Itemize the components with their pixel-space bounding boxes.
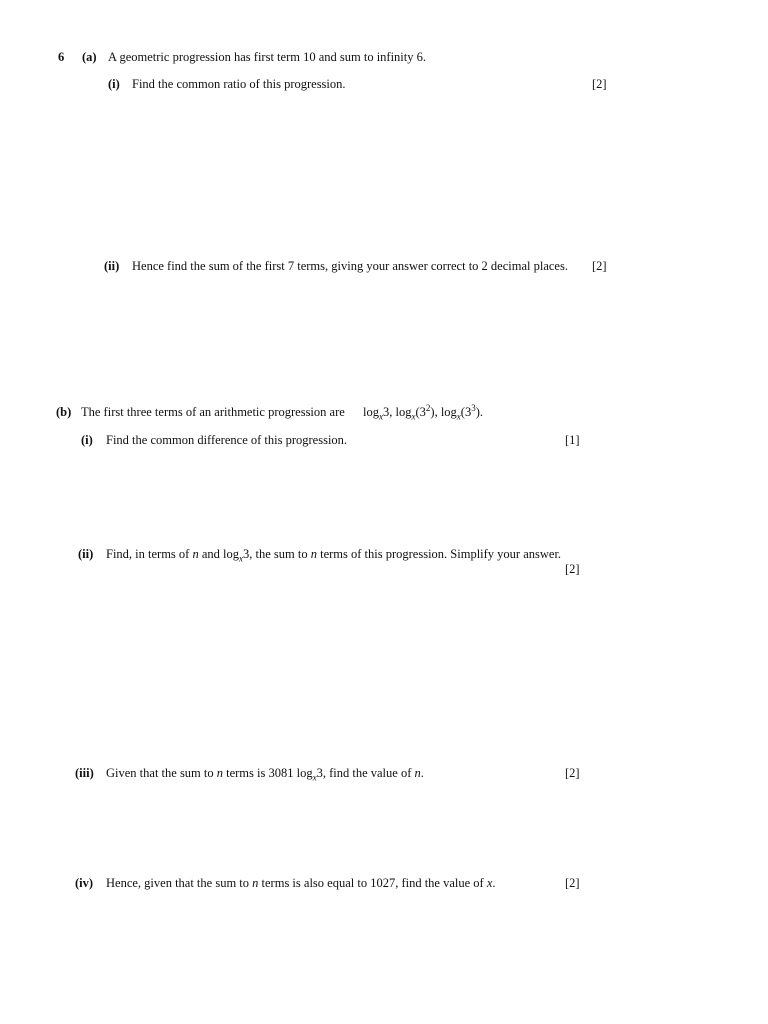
part-b-iii-text: Given that the sum to n terms is 3081 $\log_x3$, find the value of n.	[106, 766, 424, 783]
part-b-stem: The first three terms of an arithmetic progression are	[81, 405, 345, 419]
part-b-i-label: (i)	[81, 433, 93, 447]
part-b-i-text: Find the common difference of this progression.	[106, 433, 348, 447]
part-b-iv-label: (iv)	[75, 876, 94, 890]
part-b-iii-label: (iii)	[75, 766, 94, 780]
part-b-ii-text: Find, in terms of n and $\log_x3$, the sum to n terms of this progression. Simplify your answer.	[106, 547, 562, 564]
part-a-ii-label: (ii)	[104, 259, 120, 273]
part-b-ii-label: (ii)	[78, 547, 94, 561]
part-b-label: (b)	[56, 405, 72, 419]
log-term-1: $\log_x3$	[363, 405, 390, 422]
part-a-label: (a)	[82, 50, 97, 64]
part-b-i-marks: [1]	[565, 433, 580, 447]
part-a-i-text: Find the common ratio of this progression.	[132, 77, 346, 91]
part-a-stem: A geometric progression has first term 10 and sum to infinity 6.	[108, 50, 427, 64]
part-b-log-terms: $\log_x3$, $\log_x(3^2)$, $\log_x(3^3)$.	[363, 402, 484, 422]
log-term-3: $\log_x(3^3)$	[440, 402, 480, 422]
part-a-i-marks: [2]	[592, 77, 607, 91]
part-a-ii-text: Hence find the sum of the first 7 terms, giving your answer correct to 2 decimal places.	[132, 259, 568, 273]
part-a-ii-marks: [2]	[592, 259, 607, 273]
part-b-iv-marks: [2]	[565, 876, 580, 890]
log-term-2: $\log_x(3^2)$	[395, 402, 435, 422]
part-a-i-label: (i)	[108, 77, 120, 91]
part-b-iii-marks: [2]	[565, 766, 580, 780]
part-b-ii-marks: [2]	[565, 562, 580, 576]
question-number: 6	[58, 50, 65, 64]
part-b-iv-text: Hence, given that the sum to n terms is also equal to 1027, find the value of x.	[106, 876, 496, 890]
